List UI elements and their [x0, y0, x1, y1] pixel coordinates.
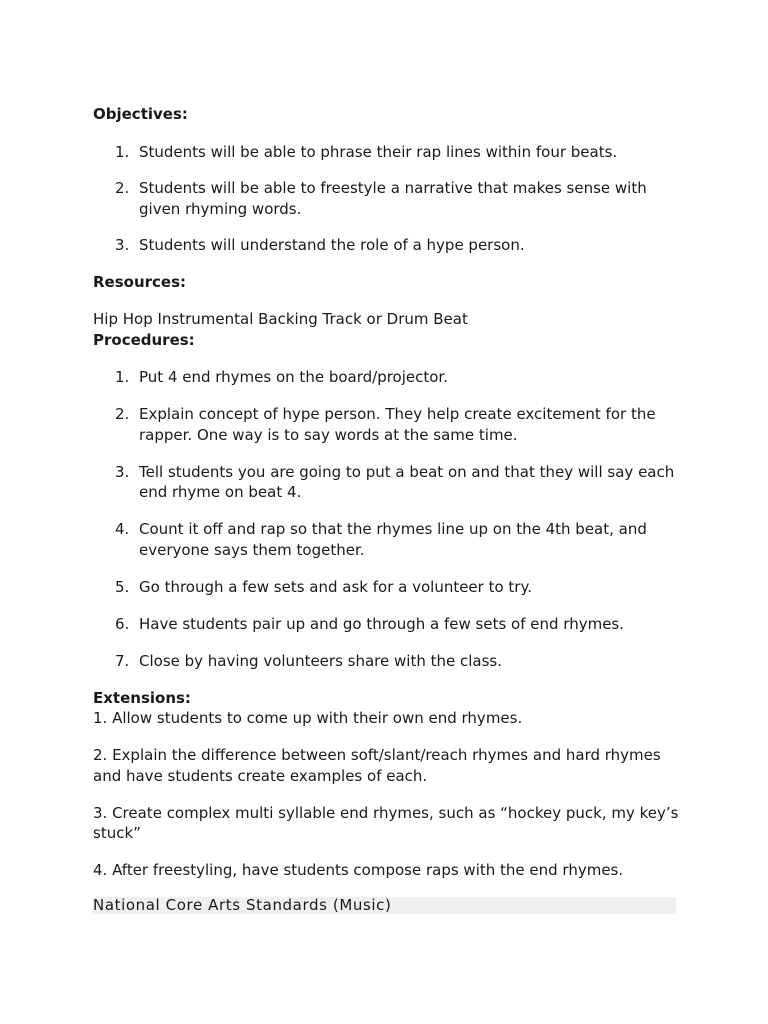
list-item-number: 2. [115, 179, 130, 197]
list-item-number: 3. [115, 236, 130, 254]
resources-text: Hip Hop Instrumental Backing Track or Drum Beat [93, 310, 468, 328]
extension-item: 4. After freestyling, have students compose raps with the end rhymes. [93, 861, 624, 879]
list-item-text: Students will be able to phrase their rap lines within four beats. [139, 142, 618, 161]
list-item-text: Students will understand the role of a hype person. [139, 236, 525, 254]
objectives-heading: Objectives: [93, 105, 188, 123]
list-item-number: 5. [115, 577, 130, 596]
list-item-text: Students will be able to freestyle a narrative that makes sense with given rhyming words. [139, 179, 647, 218]
list-item [93, 235, 683, 256]
list-item [93, 367, 683, 388]
list-item [93, 577, 683, 598]
list-item [93, 651, 683, 672]
procedures-list [93, 367, 683, 671]
list-item [93, 462, 683, 503]
list-item-text: Count it off and rap so that the rhymes line up on the 4th beat, and everyone says them together. [139, 520, 647, 559]
list-item-number: 6. [115, 614, 130, 633]
extension-item: 3. Create complex multi syllable end rhymes, such as “hockey puck, my key’s stuck” [93, 803, 679, 842]
list-item-text: Explain concept of hype person. They help create excitement for the rapper. One way is to say words at the same time. [139, 405, 656, 444]
extension-item: 2. Explain the difference between soft/slant/reach rhymes and hard rhymes and have students create examples of each. [93, 746, 661, 785]
list-item [93, 142, 683, 163]
list-item-number: 4. [115, 520, 130, 538]
list-item [93, 178, 683, 219]
list-item [93, 614, 683, 635]
list-item [93, 404, 683, 445]
list-item-number: 3. [115, 462, 130, 481]
list-item [93, 519, 683, 560]
extensions-heading: Extensions: [93, 688, 191, 707]
list-item-number: 1. [115, 142, 130, 161]
list-item-text: Tell students you are going to put a beat on and that they will say each end rhyme on beat 4. [139, 462, 675, 501]
lesson-document [93, 104, 683, 914]
extension-item: 1. Allow students to come up with their own end rhymes. [93, 709, 523, 727]
list-item-number: 7. [115, 651, 130, 670]
objectives-list [93, 142, 683, 256]
list-item-number: 1. [115, 368, 130, 386]
list-item-text: Close by having volunteers share with the class. [139, 651, 502, 670]
list-item-text: Go through a few sets and ask for a volunteer to try. [139, 577, 532, 596]
list-item-text: Put 4 end rhymes on the board/projector. [139, 368, 448, 386]
procedures-heading: Procedures: [93, 330, 195, 349]
resources-heading: Resources: [93, 272, 187, 291]
list-item-text: Have students pair up and go through a few sets of end rhymes. [139, 614, 625, 633]
standards-heading: National Core Arts Standards (Music) [93, 897, 676, 914]
list-item-number: 2. [115, 405, 130, 423]
